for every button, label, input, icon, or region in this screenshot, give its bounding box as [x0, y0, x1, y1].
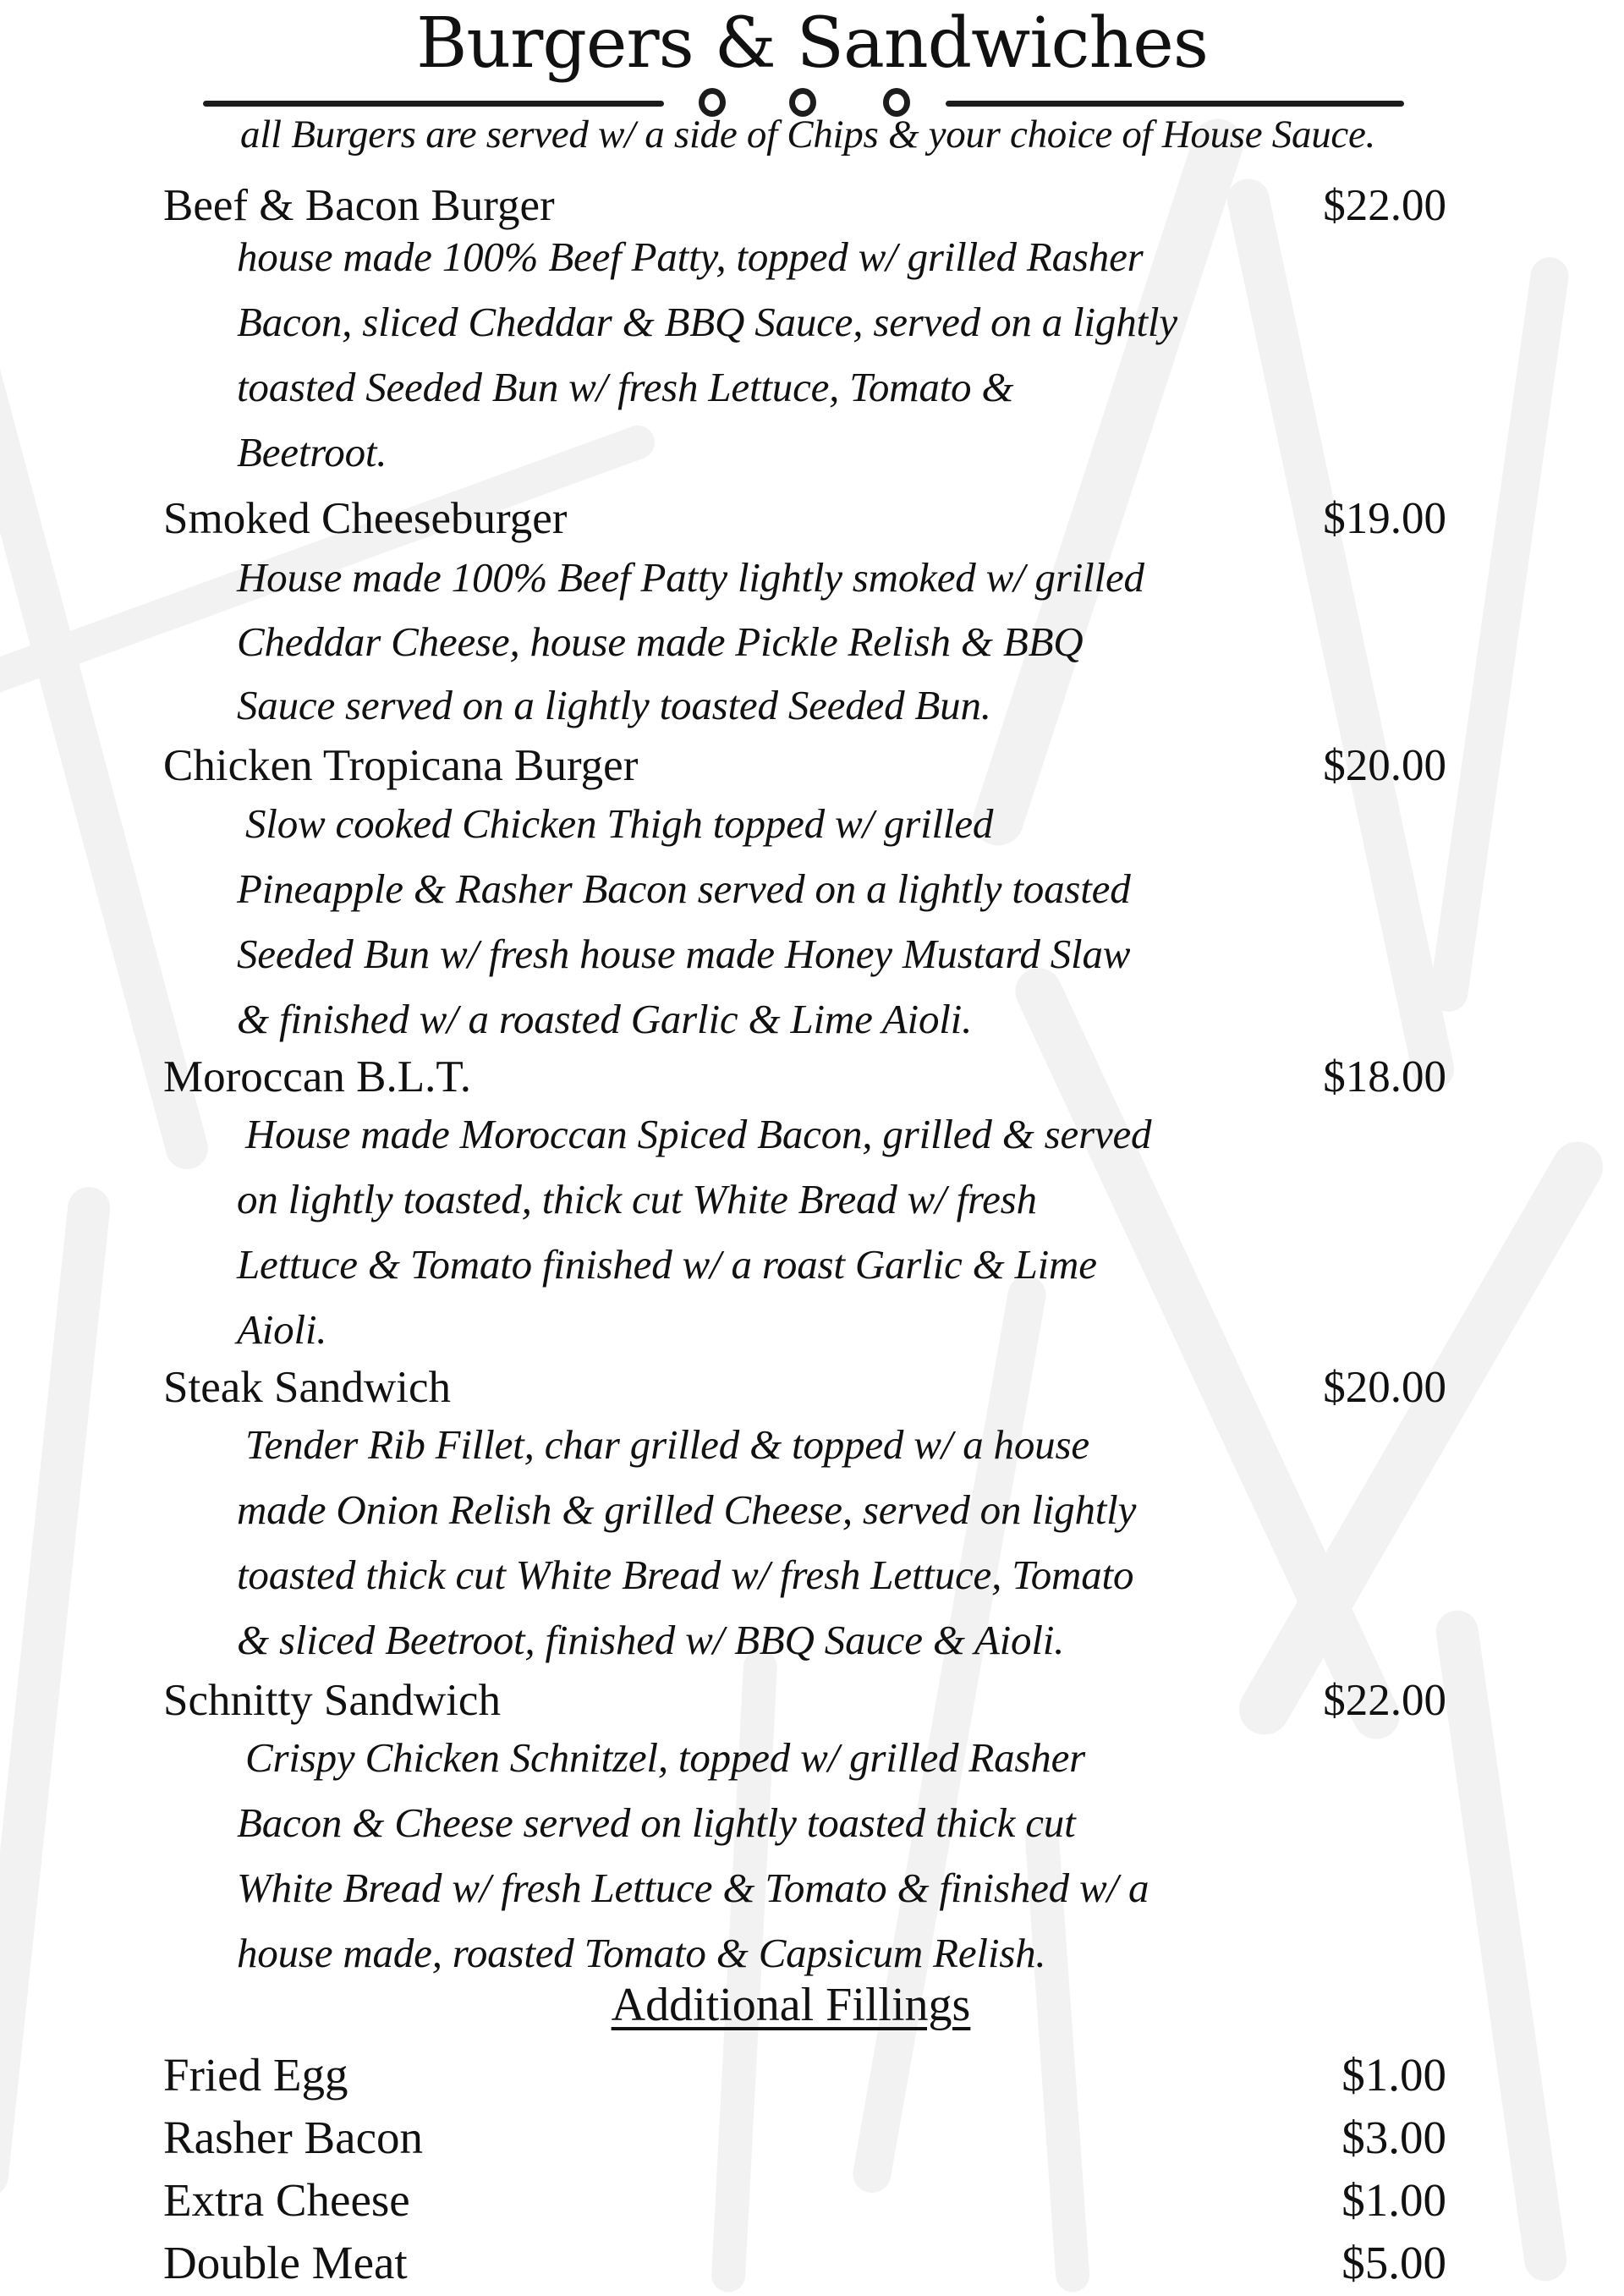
item-name: Chicken Tropicana Burger [163, 741, 639, 790]
item-description-line: Sauce served on a lightly toasted Seeded Bun. [237, 682, 991, 728]
item-name: Moroccan B.L.T. [163, 1052, 472, 1101]
item-description-line: house made 100% Beef Patty, topped w/ grilled Rasher [237, 233, 1144, 280]
item-name: Beef & Bacon Burger [163, 181, 555, 230]
item-description-line: Seeded Bun w/ fresh house made Honey Mustard Slaw [237, 931, 1131, 977]
item-description-line: White Bread w/ fresh Lettuce & Tomato & finished w/ a [237, 1865, 1149, 1911]
item-price: $22.00 [1323, 181, 1446, 230]
filling-price: $3.00 [1341, 2112, 1446, 2163]
item-description-line: Crispy Chicken Schnitzel, topped w/ grilled Rasher [245, 1734, 1086, 1781]
item-price: $19.00 [1323, 494, 1446, 543]
item-name: Schnitty Sandwich [163, 1676, 501, 1725]
item-description-line: Pineapple & Rasher Bacon served on a lightly toasted [237, 865, 1131, 912]
divider-line-right [946, 101, 1404, 107]
divider-line-left [203, 101, 664, 107]
filling-name: Rasher Bacon [163, 2112, 423, 2163]
page-title: Burgers & Sandwiches [416, 3, 1208, 84]
item-description-line: & sliced Beetroot, finished w/ BBQ Sauce & Aioli. [237, 1617, 1065, 1663]
item-description-line: made Onion Relish & grilled Cheese, served on lightly [237, 1486, 1137, 1533]
item-description-line: Bacon, sliced Cheddar & BBQ Sauce, served on a lightly [237, 299, 1177, 345]
additional-fillings-heading: Additional Fillings [611, 1979, 971, 2031]
item-description-line: Lettuce & Tomato finished w/ a roast Garlic & Lime [237, 1241, 1097, 1288]
filling-name: Double Meat [163, 2237, 408, 2288]
item-description-line: house made, roasted Tomato & Capsicum Relish. [237, 1930, 1046, 1976]
item-description-line: House made 100% Beef Patty lightly smoked w/ grilled [237, 554, 1144, 601]
menu-subtitle-note: all Burgers are served w/ a side of Chips & your choice of House Sauce. [240, 113, 1375, 157]
item-price: $20.00 [1323, 741, 1446, 790]
filling-price: $1.00 [1341, 2174, 1446, 2226]
item-price: $22.00 [1323, 1676, 1446, 1725]
item-description-line: Tender Rib Fillet, char grilled & topped w/ a house [245, 1421, 1089, 1468]
item-description-line: toasted thick cut White Bread w/ fresh Lettuce, Tomato [237, 1552, 1134, 1598]
item-description-line: toasted Seeded Bun w/ fresh Lettuce, Tomato & [237, 364, 1014, 410]
item-price: $18.00 [1323, 1052, 1446, 1101]
item-name: Steak Sandwich [163, 1363, 452, 1412]
item-description-line: & finished w/ a roasted Garlic & Lime Aioli. [237, 996, 973, 1042]
filling-price: $1.00 [1341, 2049, 1446, 2101]
filling-price: $5.00 [1341, 2237, 1446, 2288]
filling-name: Fried Egg [163, 2049, 348, 2101]
item-description-line: Beetroot. [237, 429, 387, 475]
item-description-line: Slow cooked Chicken Thigh topped w/ grilled [245, 800, 994, 847]
item-description-line: House made Moroccan Spiced Bacon, grilled & served [245, 1111, 1152, 1157]
filling-name: Extra Cheese [163, 2174, 410, 2226]
item-price: $20.00 [1323, 1363, 1446, 1412]
item-description-line: Cheddar Cheese, house made Pickle Relish & BBQ [237, 618, 1084, 665]
item-description-line: on lightly toasted, thick cut White Bread w/ fresh [237, 1176, 1037, 1222]
item-description-line: Aioli. [237, 1306, 327, 1353]
item-name: Smoked Cheeseburger [163, 494, 568, 543]
item-description-line: Bacon & Cheese served on lightly toasted thick cut [237, 1799, 1076, 1846]
